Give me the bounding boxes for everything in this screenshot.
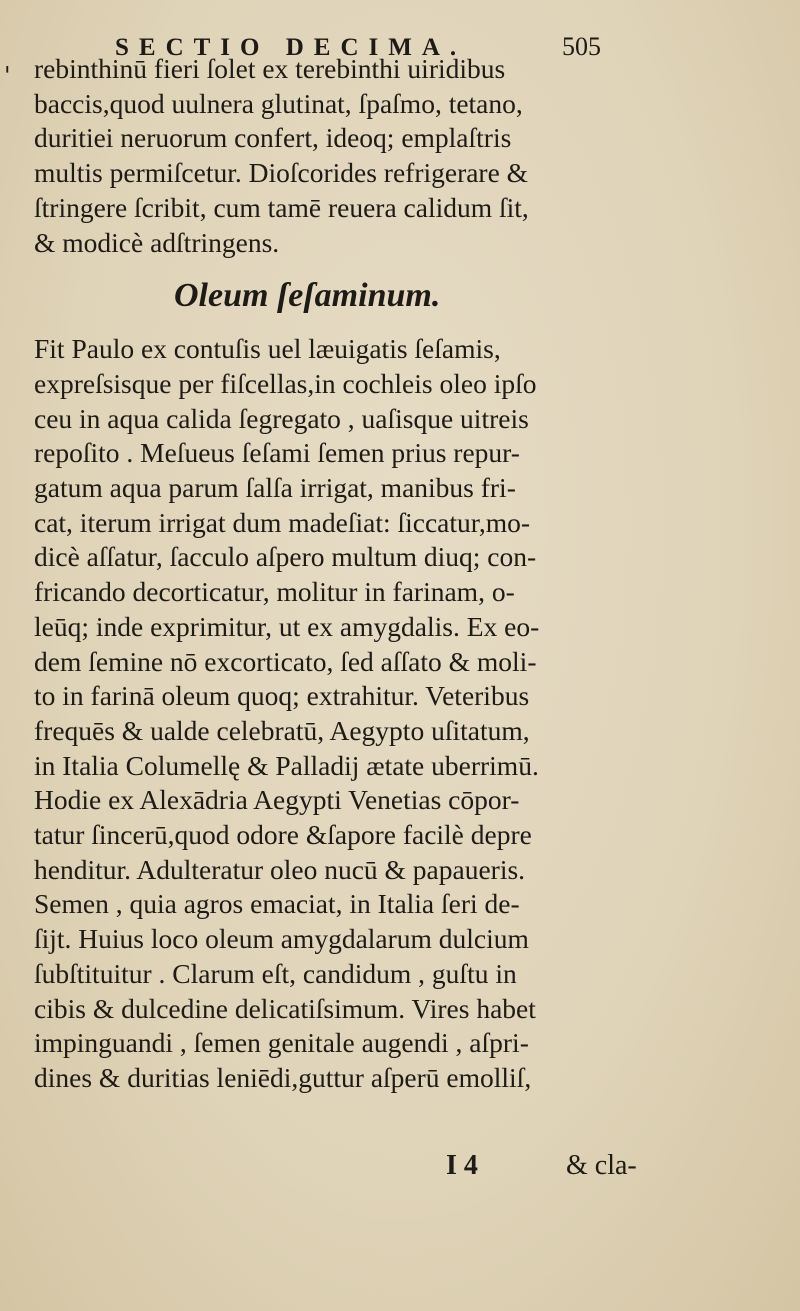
text-line: ſijt. Huius loco oleum amygdalarum dulcium bbox=[34, 923, 529, 955]
text-line: rebinthinū fieri ſolet ex terebinthi uiridibus bbox=[34, 53, 506, 84]
text-line: ſubſtituitur . Clarum eſt, candidum , guſtu in bbox=[34, 957, 517, 989]
text-line: Fit Paulo ex contuſis uel læuigatis ſeſamis, bbox=[34, 333, 501, 365]
text-line: dem ſemine nō excorticato, ſed aſſato & moli- bbox=[34, 645, 537, 677]
text-line: Hodie ex Alexādria Aegypti Venetias cōpor- bbox=[34, 784, 520, 816]
text-line: multis permiſcetur. Dioſcorides refrigerare & bbox=[34, 157, 529, 189]
running-head: SECTIO DECIMA. bbox=[115, 34, 467, 61]
text-line: frequēs & ualde celebratū, Aegypto uſitatum, bbox=[34, 714, 530, 746]
text-line: ſtringere ſcribit, cum tamē reuera calidum ſit, bbox=[34, 191, 529, 223]
paragraph-2 bbox=[34, 332, 634, 1095]
text-line: repoſito . Meſueus ſeſami ſemen prius repur- bbox=[34, 437, 520, 469]
text-line: tatur ſincerū,quod odore &ſapore facilè depre bbox=[34, 819, 532, 851]
catchword: & cla- bbox=[566, 1150, 637, 1181]
text-line: dicè aſſatur, ſacculo aſpero multum diuq; con- bbox=[34, 541, 537, 573]
text-line: expreſsisque per fiſcellas,in cochleis oleo ipſo bbox=[34, 367, 537, 399]
paragraph-1 bbox=[34, 52, 634, 260]
text-line: in Italia Columellę & Palladij ætate uberrimū. bbox=[34, 749, 539, 781]
page-footer bbox=[0, 1150, 800, 1190]
text-block bbox=[34, 52, 634, 1096]
signature-mark: I 4 bbox=[446, 1150, 478, 1181]
text-line: henditur. Adulteratur oleo nucū & papaueris. bbox=[34, 853, 526, 885]
text-line: ceu in aqua calida ſegregato , uaſisque uitreis bbox=[34, 402, 529, 434]
text-line: dines & duritias leniēdi,guttur aſperū emolliſ, bbox=[34, 1061, 532, 1093]
text-line: duritiei neruorum confert, ideoq; emplaſtris bbox=[34, 122, 512, 154]
section-title: Oleum ſeſaminum. bbox=[174, 277, 441, 315]
text-line: Semen , quia agros emaciat, in Italia ſeri de- bbox=[34, 888, 520, 920]
text-line: baccis,quod uulnera glutinat, ſpaſmo, tetano, bbox=[34, 87, 523, 119]
text-line: to in farinā oleum quoq; extrahitur. Veteribus bbox=[34, 680, 530, 712]
text-line: gatum aqua parum ſalſa irrigat, manibus fri- bbox=[34, 472, 516, 504]
page-number: 505 bbox=[562, 32, 601, 61]
text-line: fricando decorticatur, molitur in farinam, o- bbox=[34, 576, 515, 608]
text-line: cat, iterum irrigat dum madeſiat: ſiccatur,mo- bbox=[34, 506, 531, 538]
margin-mark: ' bbox=[4, 62, 11, 90]
text-line: & modicè adſtringens. bbox=[34, 226, 280, 258]
text-line: impinguandi , ſemen genitale augendi , aſpri- bbox=[34, 1027, 529, 1059]
text-line: leūq; inde exprimitur, ut ex amygdalis. Ex eo- bbox=[34, 610, 540, 642]
text-line: cibis & dulcedine delicatiſsimum. Vires habet bbox=[34, 992, 536, 1024]
